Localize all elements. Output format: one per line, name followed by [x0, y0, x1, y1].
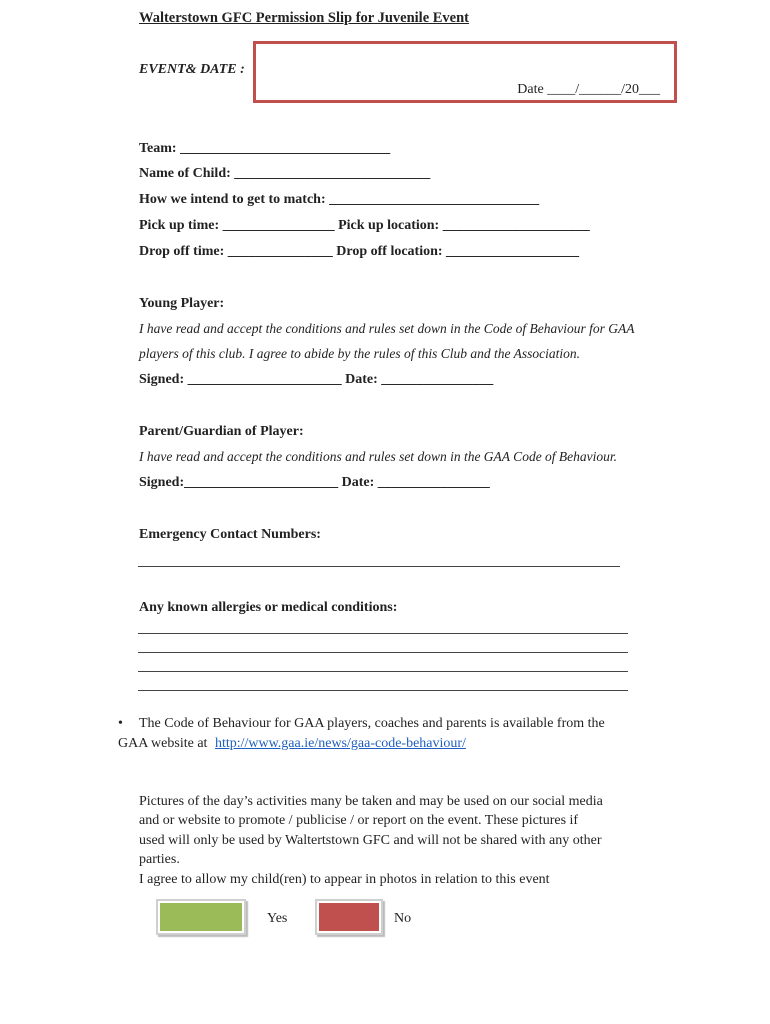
emergency-contact-line[interactable]: [138, 566, 620, 567]
parent-heading: Parent/Guardian of Player:: [139, 424, 304, 439]
young-player-statement-2: players of this club. I agree to abide by the rules of this Club and the Association.: [139, 346, 580, 361]
dropoff-field[interactable]: Drop off time: _______________ Drop off location: ___________________: [139, 244, 580, 259]
transport-field[interactable]: How we intend to get to match: ______________________________: [139, 192, 540, 207]
yes-label: Yes: [267, 911, 288, 926]
code-note-line-1: The Code of Behaviour for GAA players, coaches and parents is available from the: [139, 716, 605, 731]
yes-fill: [160, 903, 242, 931]
pickup-field[interactable]: Pick up time: ________________ Pick up location: _____________________: [139, 218, 590, 233]
photos-line-1: Pictures of the day’s activities many be taken and may be used on our social media: [139, 794, 603, 809]
event-date-field[interactable]: Date ____/______/20___: [517, 82, 660, 97]
no-label: No: [394, 911, 412, 926]
code-note-line-2: [118, 736, 466, 752]
young-player-signature[interactable]: Signed: ______________________ Date: ________________: [139, 372, 494, 387]
bullet-icon: •: [118, 716, 123, 731]
no-fill: [319, 903, 379, 931]
gaa-code-link[interactable]: http://www.gaa.ie/news/gaa-code-behaviour/: [214, 736, 466, 751]
form-title: Walterstown GFC Permission Slip for Juvenile Event: [139, 10, 470, 26]
yes-checkbox[interactable]: [156, 899, 246, 935]
event-date-label: EVENT& DATE :: [139, 62, 245, 77]
medical-line-4[interactable]: [138, 690, 628, 691]
event-date-box[interactable]: [253, 41, 677, 103]
young-player-statement-1: I have read and accept the conditions and rules set down in the Code of Behaviour for GAA: [139, 321, 635, 336]
medical-line-1[interactable]: [138, 633, 628, 634]
parent-signature[interactable]: Signed:______________________ Date: ________________: [139, 475, 490, 490]
team-field[interactable]: Team: ______________________________: [139, 141, 391, 156]
child-name-field[interactable]: Name of Child: ____________________________: [139, 166, 431, 181]
medical-line-3[interactable]: [138, 671, 628, 672]
code-note-prefix: GAA website at: [118, 736, 211, 751]
young-player-heading: Young Player:: [139, 296, 225, 311]
no-checkbox[interactable]: [315, 899, 383, 935]
photos-line-2: and or website to promote / publicise / or report on the event. These pictures if: [139, 813, 579, 828]
medical-line-2[interactable]: [138, 652, 628, 653]
photos-line-4: parties.: [139, 852, 180, 867]
photos-line-3: used will only be used by Waltertstown GFC and will not be shared with any other: [139, 833, 602, 848]
parent-statement: I have read and accept the conditions and rules set down in the GAA Code of Behaviour.: [139, 449, 618, 464]
photos-consent-statement: I agree to allow my child(ren) to appear in photos in relation to this event: [139, 872, 550, 887]
emergency-heading: Emergency Contact Numbers:: [139, 527, 321, 542]
medical-heading: Any known allergies or medical conditions:: [139, 600, 398, 615]
